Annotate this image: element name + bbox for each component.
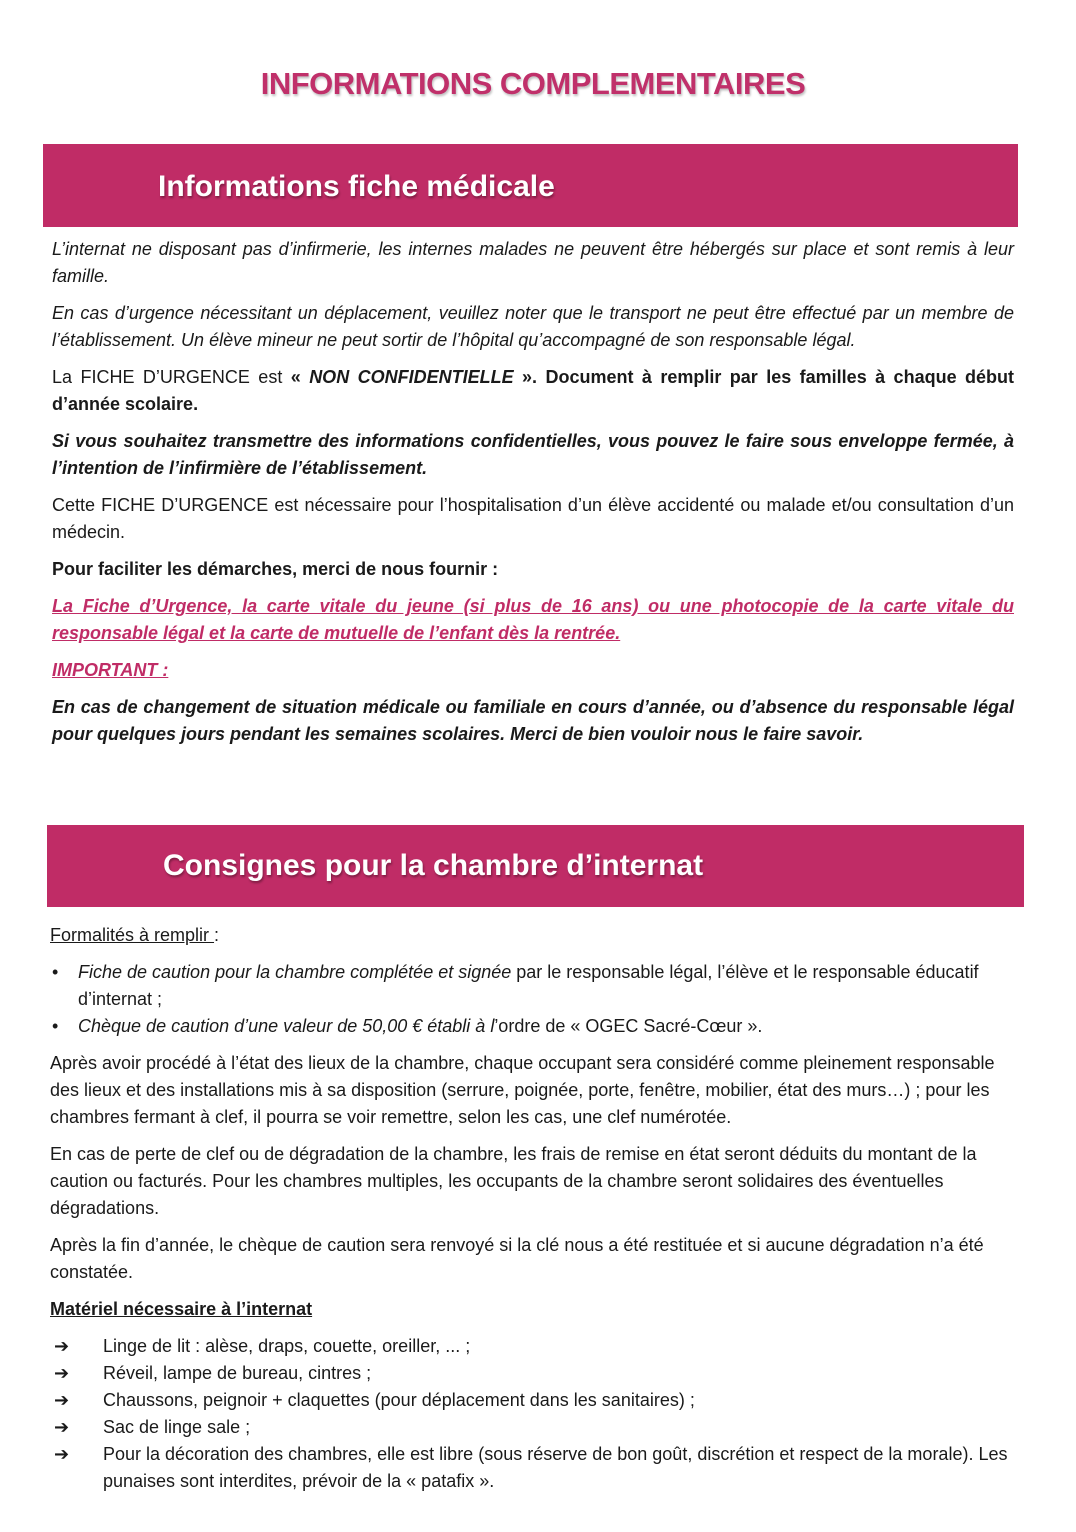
paragraph: Si vous souhaitez transmettre des informations confidentielles, vous pouvez le faire sous enveloppe fermée, à l’intention de l’infirmière de l’établissement.: [52, 431, 1014, 478]
paragraph: En cas d’urgence nécessitant un déplacement, veuillez noter que le transport ne peut être effectué par un membre de l’établissement. Un élève mineur ne peut sortir de l’hôpital qu’accompagné de son responsable légal.: [52, 303, 1014, 350]
paragraph: [52, 364, 1014, 418]
text-span: Fiche de caution pour la chambre complétée et signée: [78, 962, 512, 982]
section-heading: Consignes pour la chambre d’internat: [163, 849, 704, 882]
text-span: Formalités à remplir: [50, 925, 215, 945]
bullet-dot-icon: •: [52, 962, 59, 982]
list-item: [50, 1414, 1015, 1441]
arrow-right-icon: ➔: [54, 1390, 70, 1410]
paragraph: Cette FICHE D’URGENCE est nécessaire pour l’hospitalisation d’un élève accidenté ou malade et/ou consultation d’un médecin.: [52, 495, 1014, 542]
list-item: [50, 1360, 1015, 1387]
list-item: [50, 1013, 1015, 1040]
formalites-heading: [50, 922, 1015, 949]
paragraph: Après la fin d’année, le chèque de caution sera renvoyé si la clé nous a été restituée et si aucune dégradation n’a été constatée.: [50, 1235, 984, 1282]
paragraph: L’internat ne disposant pas d’infirmerie, les internes malades ne peuvent être hébergés sur place et sont remis à leur famille.: [52, 239, 1014, 286]
text-span: Pour la décoration des chambres, elle est libre (sous réserve de bon goût, discrétion et respect de la morale). Les punaises sont interdites, prévoir de la « patafix ».: [103, 1444, 1008, 1491]
paragraph: En cas de changement de situation médicale ou familiale en cours d’année, ou d’absence du responsable légal pour quelques jours pendant les semaines scolaires. Merci de bien vouloir nous le faire savoir.: [52, 697, 1014, 744]
list-item: [50, 1387, 1015, 1414]
text-span: Chaussons, peignoir + claquettes (pour déplacement dans les sanitaires) ;: [103, 1390, 695, 1410]
list-item: [50, 1333, 1015, 1360]
section-banner-chambre: [47, 825, 1024, 907]
text-span: :: [214, 925, 220, 945]
section-heading: Informations fiche médicale: [158, 170, 555, 203]
text-span: Sac de linge sale ;: [103, 1417, 251, 1437]
text-span: La FICHE D’URGENCE est: [52, 367, 291, 387]
text-span: ». Document à remplir par les familles à chaque début d’année scolaire.: [52, 367, 1014, 414]
paragraph: En cas de perte de clef ou de dégradation de la chambre, les frais de remise en état seront déduits du montant de la caution ou facturés. Pour les chambres multiples, les occupants de la chambre seront solidaires des éventuelles dégradations.: [50, 1144, 977, 1218]
arrow-right-icon: ➔: [54, 1363, 70, 1383]
list-item: [50, 959, 1015, 1013]
text-span: NON CONFIDENTIELLE: [309, 367, 514, 387]
arrow-right-icon: ➔: [54, 1417, 70, 1437]
important-label: IMPORTANT :: [52, 660, 169, 680]
formalites-list: [50, 959, 1015, 1040]
text-span: «: [290, 367, 310, 387]
materiel-heading: Matériel nécessaire à l’internat: [50, 1299, 313, 1319]
text-span: ’ordre de « OGEC Sacré-Cœur ».: [494, 1016, 763, 1036]
paragraph: Après avoir procédé à l’état des lieux de la chambre, chaque occupant sera considéré comme pleinement responsable des lieux et des installations mis à sa disposition (serrure, poignée, porte, fenêtre, mobilier, état des murs…) ; pour les chambres fermant à clef, il pourra se voir remettre, selon les cas, une clef numérotée.: [50, 1053, 995, 1127]
text-span: Réveil, lampe de bureau, cintres ;: [103, 1363, 372, 1383]
text-span: Linge de lit : alèse, draps, couette, oreiller, ... ;: [103, 1336, 471, 1356]
bullet-dot-icon: •: [52, 1016, 59, 1036]
section-banner-fiche-medicale: [43, 144, 1018, 227]
text-span: par le responsable légal, l’élève et le responsable éducatif d’internat ;: [78, 962, 979, 1009]
list-item: [50, 1441, 1015, 1495]
documents-list-text: La Fiche d’Urgence, la carte vitale du jeune (si plus de 16 ans) ou une photocopie de la carte vitale du responsable légal et la carte de mutuelle de l’enfant dès la rentrée.: [52, 596, 1014, 643]
arrow-right-icon: ➔: [54, 1444, 70, 1464]
paragraph: Pour faciliter les démarches, merci de nous fournir :: [52, 559, 499, 579]
section-fiche-medicale: [52, 236, 1014, 758]
text-span: Chèque de caution d’une valeur de 50,00 € établi à l: [78, 1016, 495, 1036]
section-chambre: [50, 922, 1015, 1495]
materiel-list: [50, 1333, 1015, 1495]
page-title: INFORMATIONS COMPLEMENTAIRES: [260, 66, 806, 101]
arrow-right-icon: ➔: [54, 1336, 70, 1356]
